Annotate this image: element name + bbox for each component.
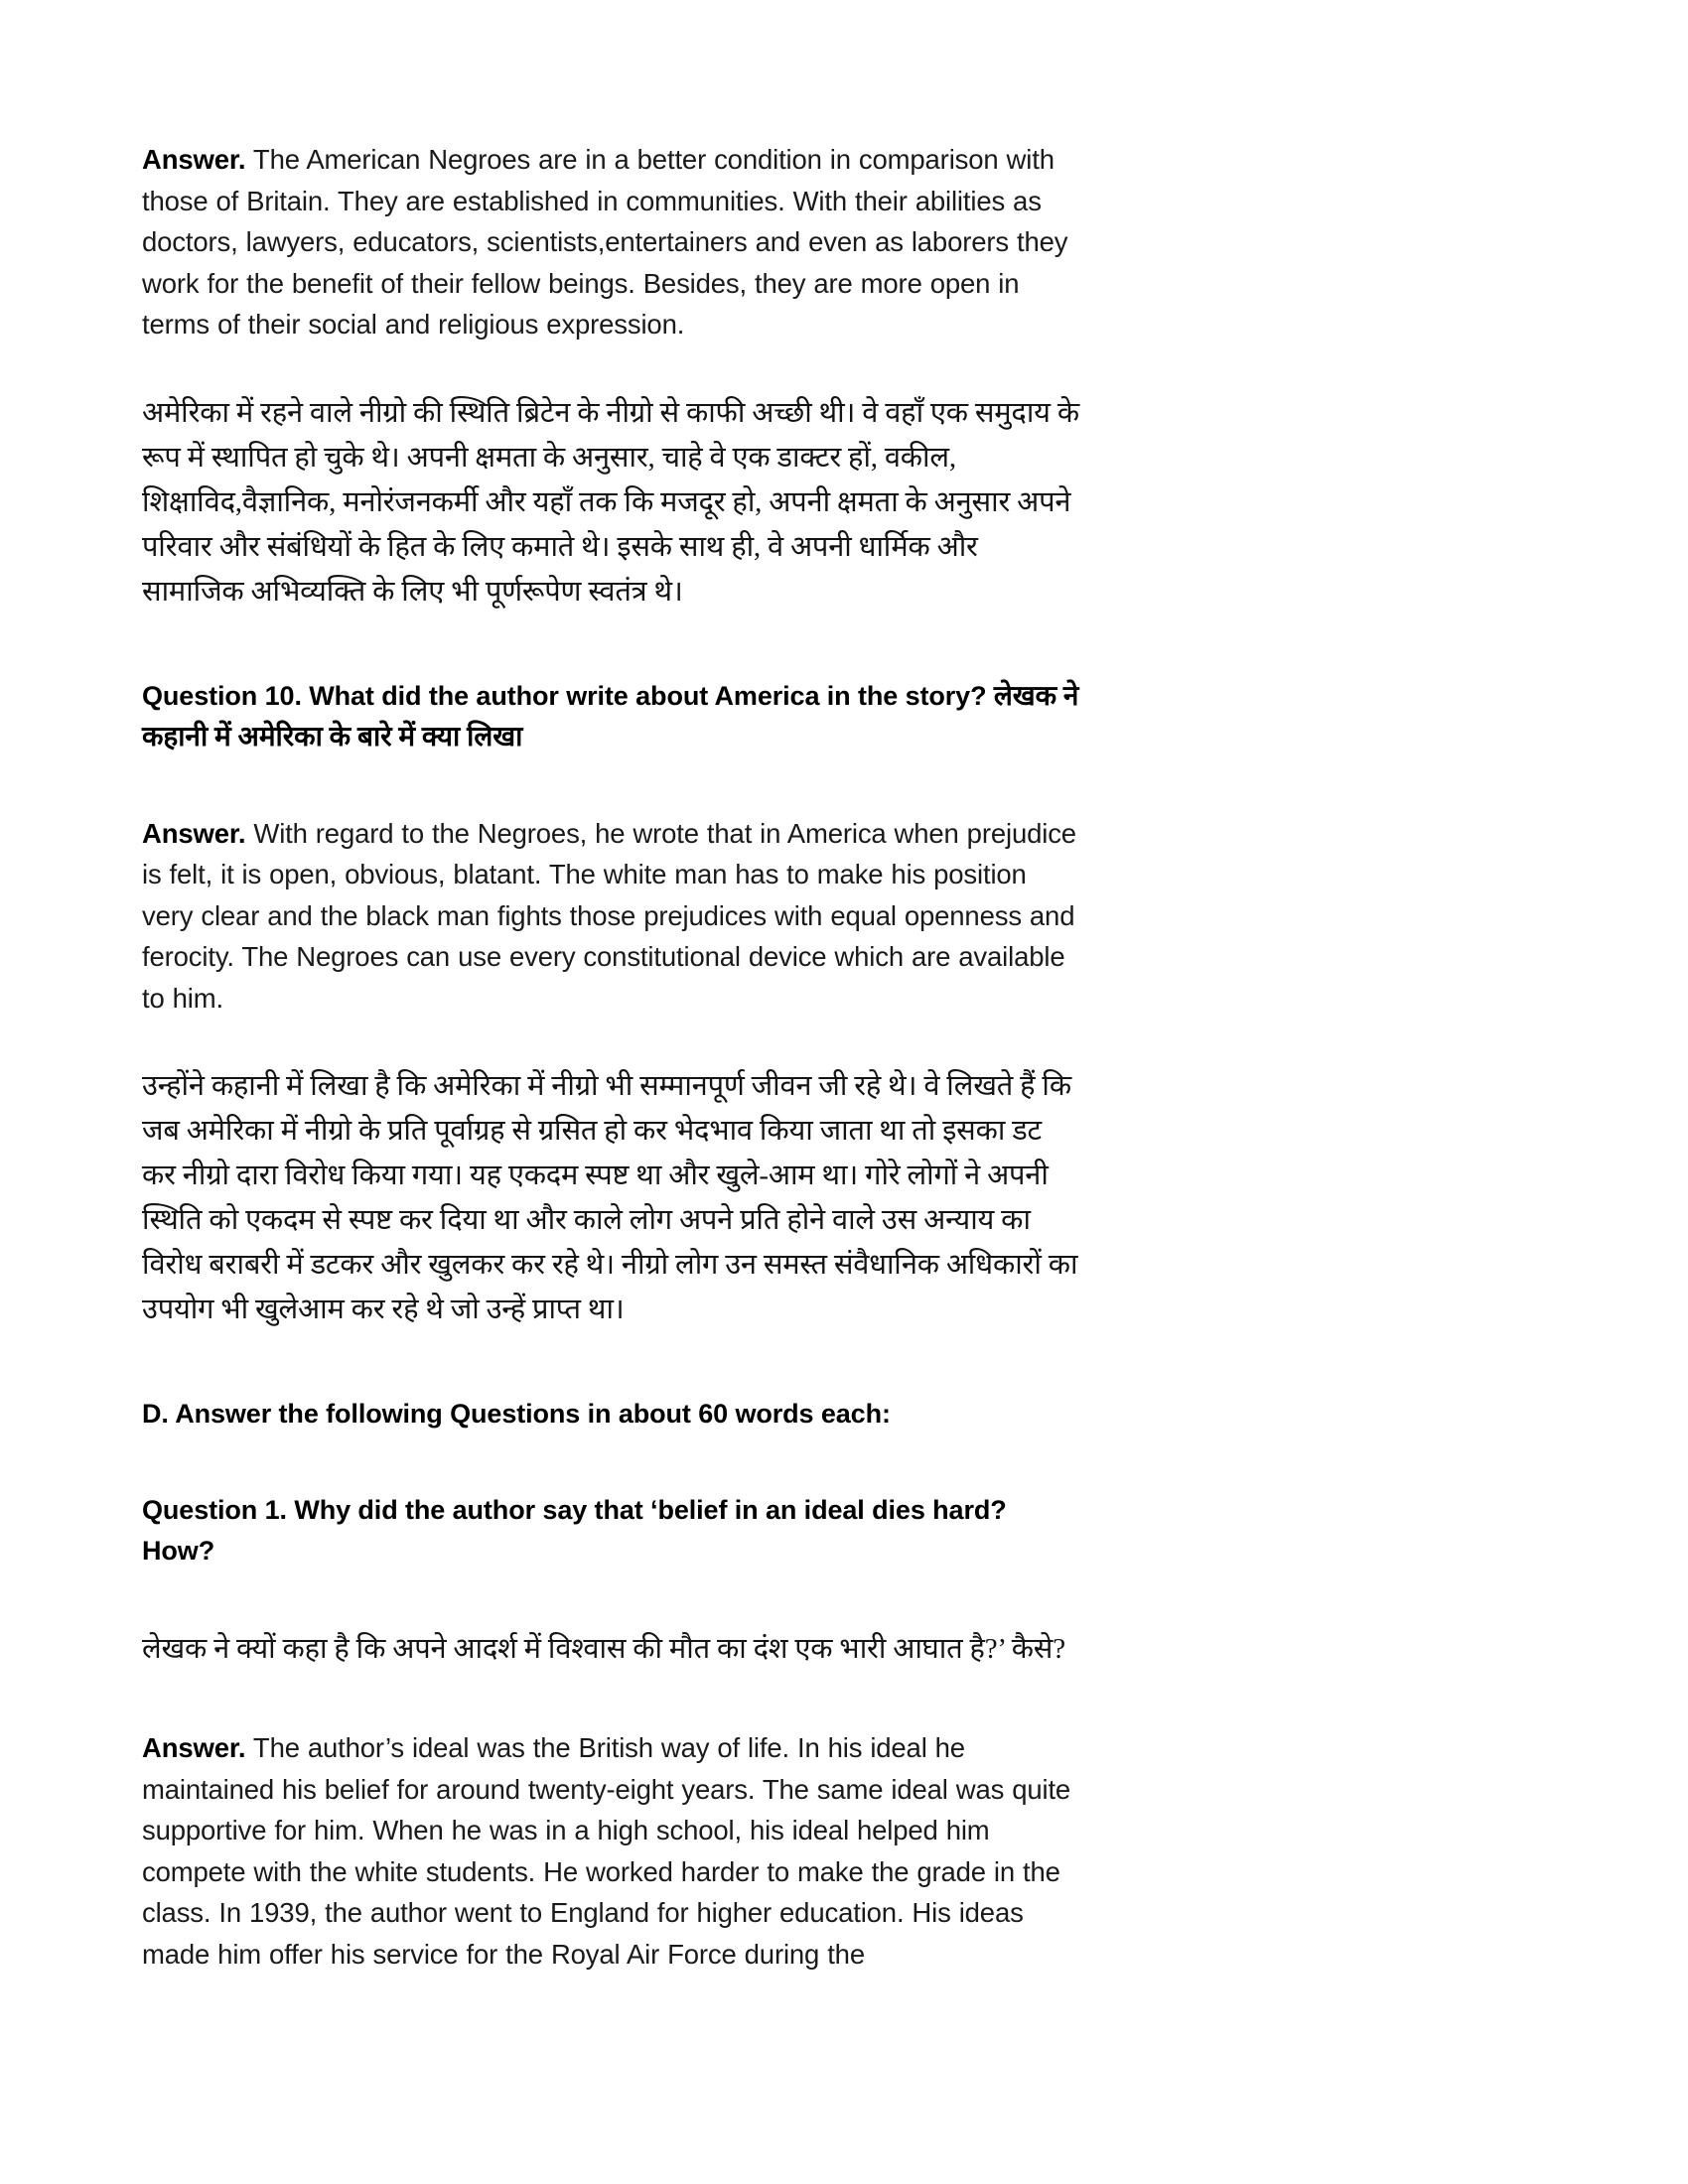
answer-9-english-text: The American Negroes are in a better condition in comparison with those of Britain. They are established in communities. With their abilities as doctors, lawyers, educators, scientists,entertainers and even as laborers they work for the benefit of their fellow beings. Besides, they are more open in terms of their social and religious expression. <box>142 144 1068 340</box>
answer-1-english-paragraph <box>142 1727 1080 1975</box>
answer-10-english-text: With regard to the Negroes, he wrote that in America when prejudice is felt, it is open, obvious, blatant. The white man has to make his position very clear and the black man fights those prejudices with equal openness and ferocity. The Negroes can use every constitutional device which are available to him. <box>142 817 1076 1014</box>
answer-1-label: Answer. <box>142 1732 246 1763</box>
spacer <box>142 1672 1080 1727</box>
answer-1-english-text: The author’s ideal was the British way of life. In his ideal he maintained his belief for around twenty-eight years. The same ideal was quite supportive for him. When he was in a high school, his ideal helped him compete with the white students. He worked harder to make the grade in the class. In 1939, the author went to England for higher education. His ideas made him offer his service for the Royal Air Force during the <box>142 1732 1071 1970</box>
answer-9-label: Answer. <box>142 144 246 175</box>
spacer <box>142 757 1080 813</box>
question-10-heading <box>142 676 1080 757</box>
spacer <box>142 345 1080 391</box>
spacer <box>142 1332 1080 1394</box>
spacer <box>142 1571 1080 1627</box>
answer-10-label: Answer. <box>142 817 246 849</box>
answer-9-hindi-paragraph: अमेरिका में रहने वाले नीग्रो की स्थिति ब्रिटेन के नीग्रो से काफी अच्छी थी। वे वहाँ एक समुदाय के रूप में स्थापित हो चुके थे। अपनी क्षमता के अनुसार, चाहे वे एक डाक्टर हों, वकील, शिक्षाविद,वैज्ञानिक, मनोरंजनकर्मी और यहाँ तक कि मजदूर हो, अपनी क्षमता के अनुसार अपने परिवार और संबंधियों के हित के लिए कमाते थे। इसके साथ ही, वे अपनी धार्मिक और सामाजिक अभिव्यक्ति के लिए भी पूर्णरूपेण स्वतंत्र थे। <box>142 396 1079 608</box>
answer-10-hindi-paragraph: उन्होंने कहानी में लिखा है कि अमेरिका में नीग्रो भी सम्मानपूर्ण जीवन जी रहे थे। वे लिखते हैं कि जब अमेरिका में नीग्रो के प्रति पूर्वाग्रह से ग्रसित हो कर भेदभाव किया जाता था तो इसका डट कर नीग्रो दारा विरोध किया गया। यह एकदम स्पष्ट था और खुले-आम था। गोरे लोगों ने अपनी स्थिति को एकदम से स्पष्ट कर दिया था और काले लोग अपने प्रति होने वाले उस अन्याय का विरोध बराबरी में डटकर और खुलकर कर रहे थे। नीग्रो लोग उन समस्त संवैधानिक अधिकारों का उपयोग भी खुलेआम कर रहे थे जो उन्हें प्राप्त था। <box>142 1070 1078 1325</box>
spacer <box>142 1434 1080 1490</box>
question-1-heading: Question 1. Why did the author say that ‘belief in an ideal dies hard? How? <box>142 1495 1007 1566</box>
answer-9-english-paragraph <box>142 139 1080 345</box>
question-1-hindi-paragraph: लेखक ने क्यों कहा है कि अपने आदर्श में विश्वास की मौत का दंश एक भारी आघात है?’ कैसे? <box>142 1633 1065 1665</box>
page-content-column <box>142 139 1080 1975</box>
answer-10-english-paragraph <box>142 813 1080 1020</box>
question-10-hindi-text: लेखक ने कहानी में अमेरिका के बारे में क्या लिखा <box>142 680 1079 752</box>
spacer <box>142 1019 1080 1064</box>
section-d-heading: D. Answer the following Questions in about 60 words each: <box>142 1399 891 1429</box>
spacer <box>142 614 1080 676</box>
question-10-english-text: Question 10. What did the author write about America in the story? <box>142 680 994 711</box>
